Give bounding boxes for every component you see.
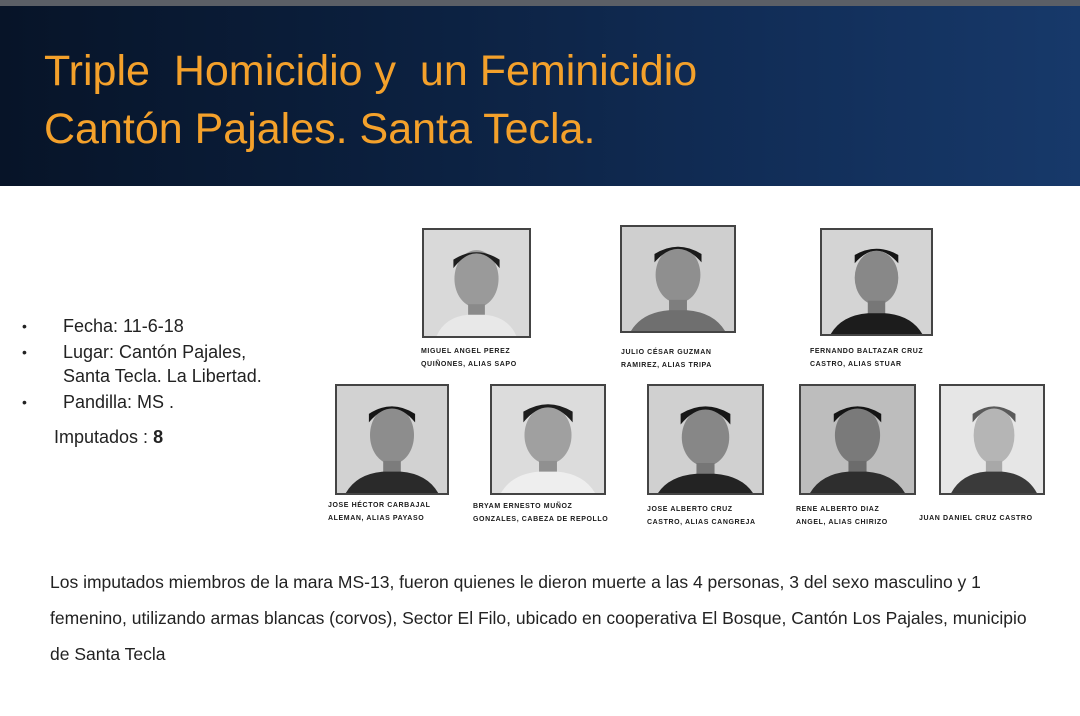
title-banner: [0, 6, 1080, 186]
suspect-alias: CASTRO, ALIAS STUAR: [810, 361, 902, 368]
suspect-alias: QUIÑONES, ALIAS SAPO: [421, 361, 517, 368]
suspect-caption-8: [919, 512, 1033, 525]
suspect-alias: RAMIREZ, ALIAS TRIPA: [621, 362, 712, 369]
case-info-item-lugar: [22, 340, 322, 388]
title-line-1: Triple Homicidio y un Feminicidio: [44, 47, 698, 95]
suspect-alias: ANGEL, ALIAS CHIRIZO: [796, 519, 888, 526]
suspect-photo-7: [799, 384, 916, 495]
suspect-photo-3: [820, 228, 933, 336]
bullet-icon: •: [22, 344, 27, 360]
suspect-caption-3: [810, 345, 923, 371]
suspect-photo-2: [620, 225, 736, 333]
suspect-caption-1: [421, 345, 517, 371]
suspect-name: RENE ALBERTO DIAZ: [796, 506, 880, 513]
suspect-name: JOSE ALBERTO CRUZ: [647, 506, 733, 513]
suspect-caption-4: [328, 499, 431, 525]
bullet-icon: •: [22, 394, 27, 410]
mugshot-image: [822, 230, 931, 334]
suspect-name: MIGUEL ANGEL PEREZ: [421, 348, 511, 355]
imputados-label: Imputados :: [54, 427, 154, 447]
suspect-caption-5: [473, 500, 608, 526]
mugshot-image: [649, 386, 762, 493]
suspect-photo-1: [422, 228, 531, 338]
case-description: Los imputados miembros de la mara MS-13, fueron quienes le dieron muerte a las 4 personas, 3 del sexo masculino y 1 femenino, utilizando armas blancas (corvos), Sector El Filo, ubicado en cooperativa El Bosque, Cantón Los Pajales, municipio de Santa Tecla: [50, 572, 1027, 664]
suspect-alias: CASTRO, ALIAS CANGREJA: [647, 519, 756, 526]
imputados-value: 8: [153, 427, 164, 447]
suspect-caption-7: [796, 503, 888, 529]
suspect-photo-6: [647, 384, 764, 495]
mugshot-image: [424, 230, 529, 336]
case-info-item-pandilla: [22, 390, 322, 414]
lugar-text: Lugar: Cantón Pajales,: [63, 342, 247, 362]
suspect-name: JUAN DANIEL CRUZ CASTRO: [919, 515, 1033, 522]
bullet-icon: •: [22, 318, 27, 334]
mugshot-image: [801, 386, 914, 493]
suspect-photo-8: [939, 384, 1045, 495]
case-info-list: [22, 314, 322, 416]
suspect-photo-5: [490, 384, 606, 495]
fecha-text: Fecha: 11-6-18: [63, 316, 184, 336]
title-line-2: Cantón Pajales. Santa Tecla.: [44, 105, 596, 153]
suspect-name: FERNANDO BALTAZAR CRUZ: [810, 348, 924, 355]
mugshot-image: [941, 386, 1043, 493]
mugshot-image: [622, 227, 734, 331]
suspect-alias: GONZALES, CABEZA DE REPOLLO: [473, 516, 609, 523]
suspect-caption-2: [621, 346, 712, 372]
suspect-caption-6: [647, 503, 756, 529]
pandilla-text: Pandilla: MS .: [63, 392, 175, 412]
mugshot-image: [492, 386, 604, 493]
imputados-count: [54, 427, 163, 448]
suspect-photo-4: [335, 384, 449, 495]
case-info-item-fecha: [22, 314, 322, 338]
suspect-name: BRYAM ERNESTO MUÑOZ: [473, 503, 573, 510]
lugar-text-cont: Santa Tecla. La Libertad.: [63, 366, 262, 386]
suspect-alias: ALEMAN, ALIAS PAYASO: [328, 515, 425, 522]
suspect-name: JOSE HÉCTOR CARBAJAL: [328, 502, 431, 509]
mugshot-image: [337, 386, 447, 493]
suspect-name: JULIO CÉSAR GUZMAN: [621, 349, 712, 356]
